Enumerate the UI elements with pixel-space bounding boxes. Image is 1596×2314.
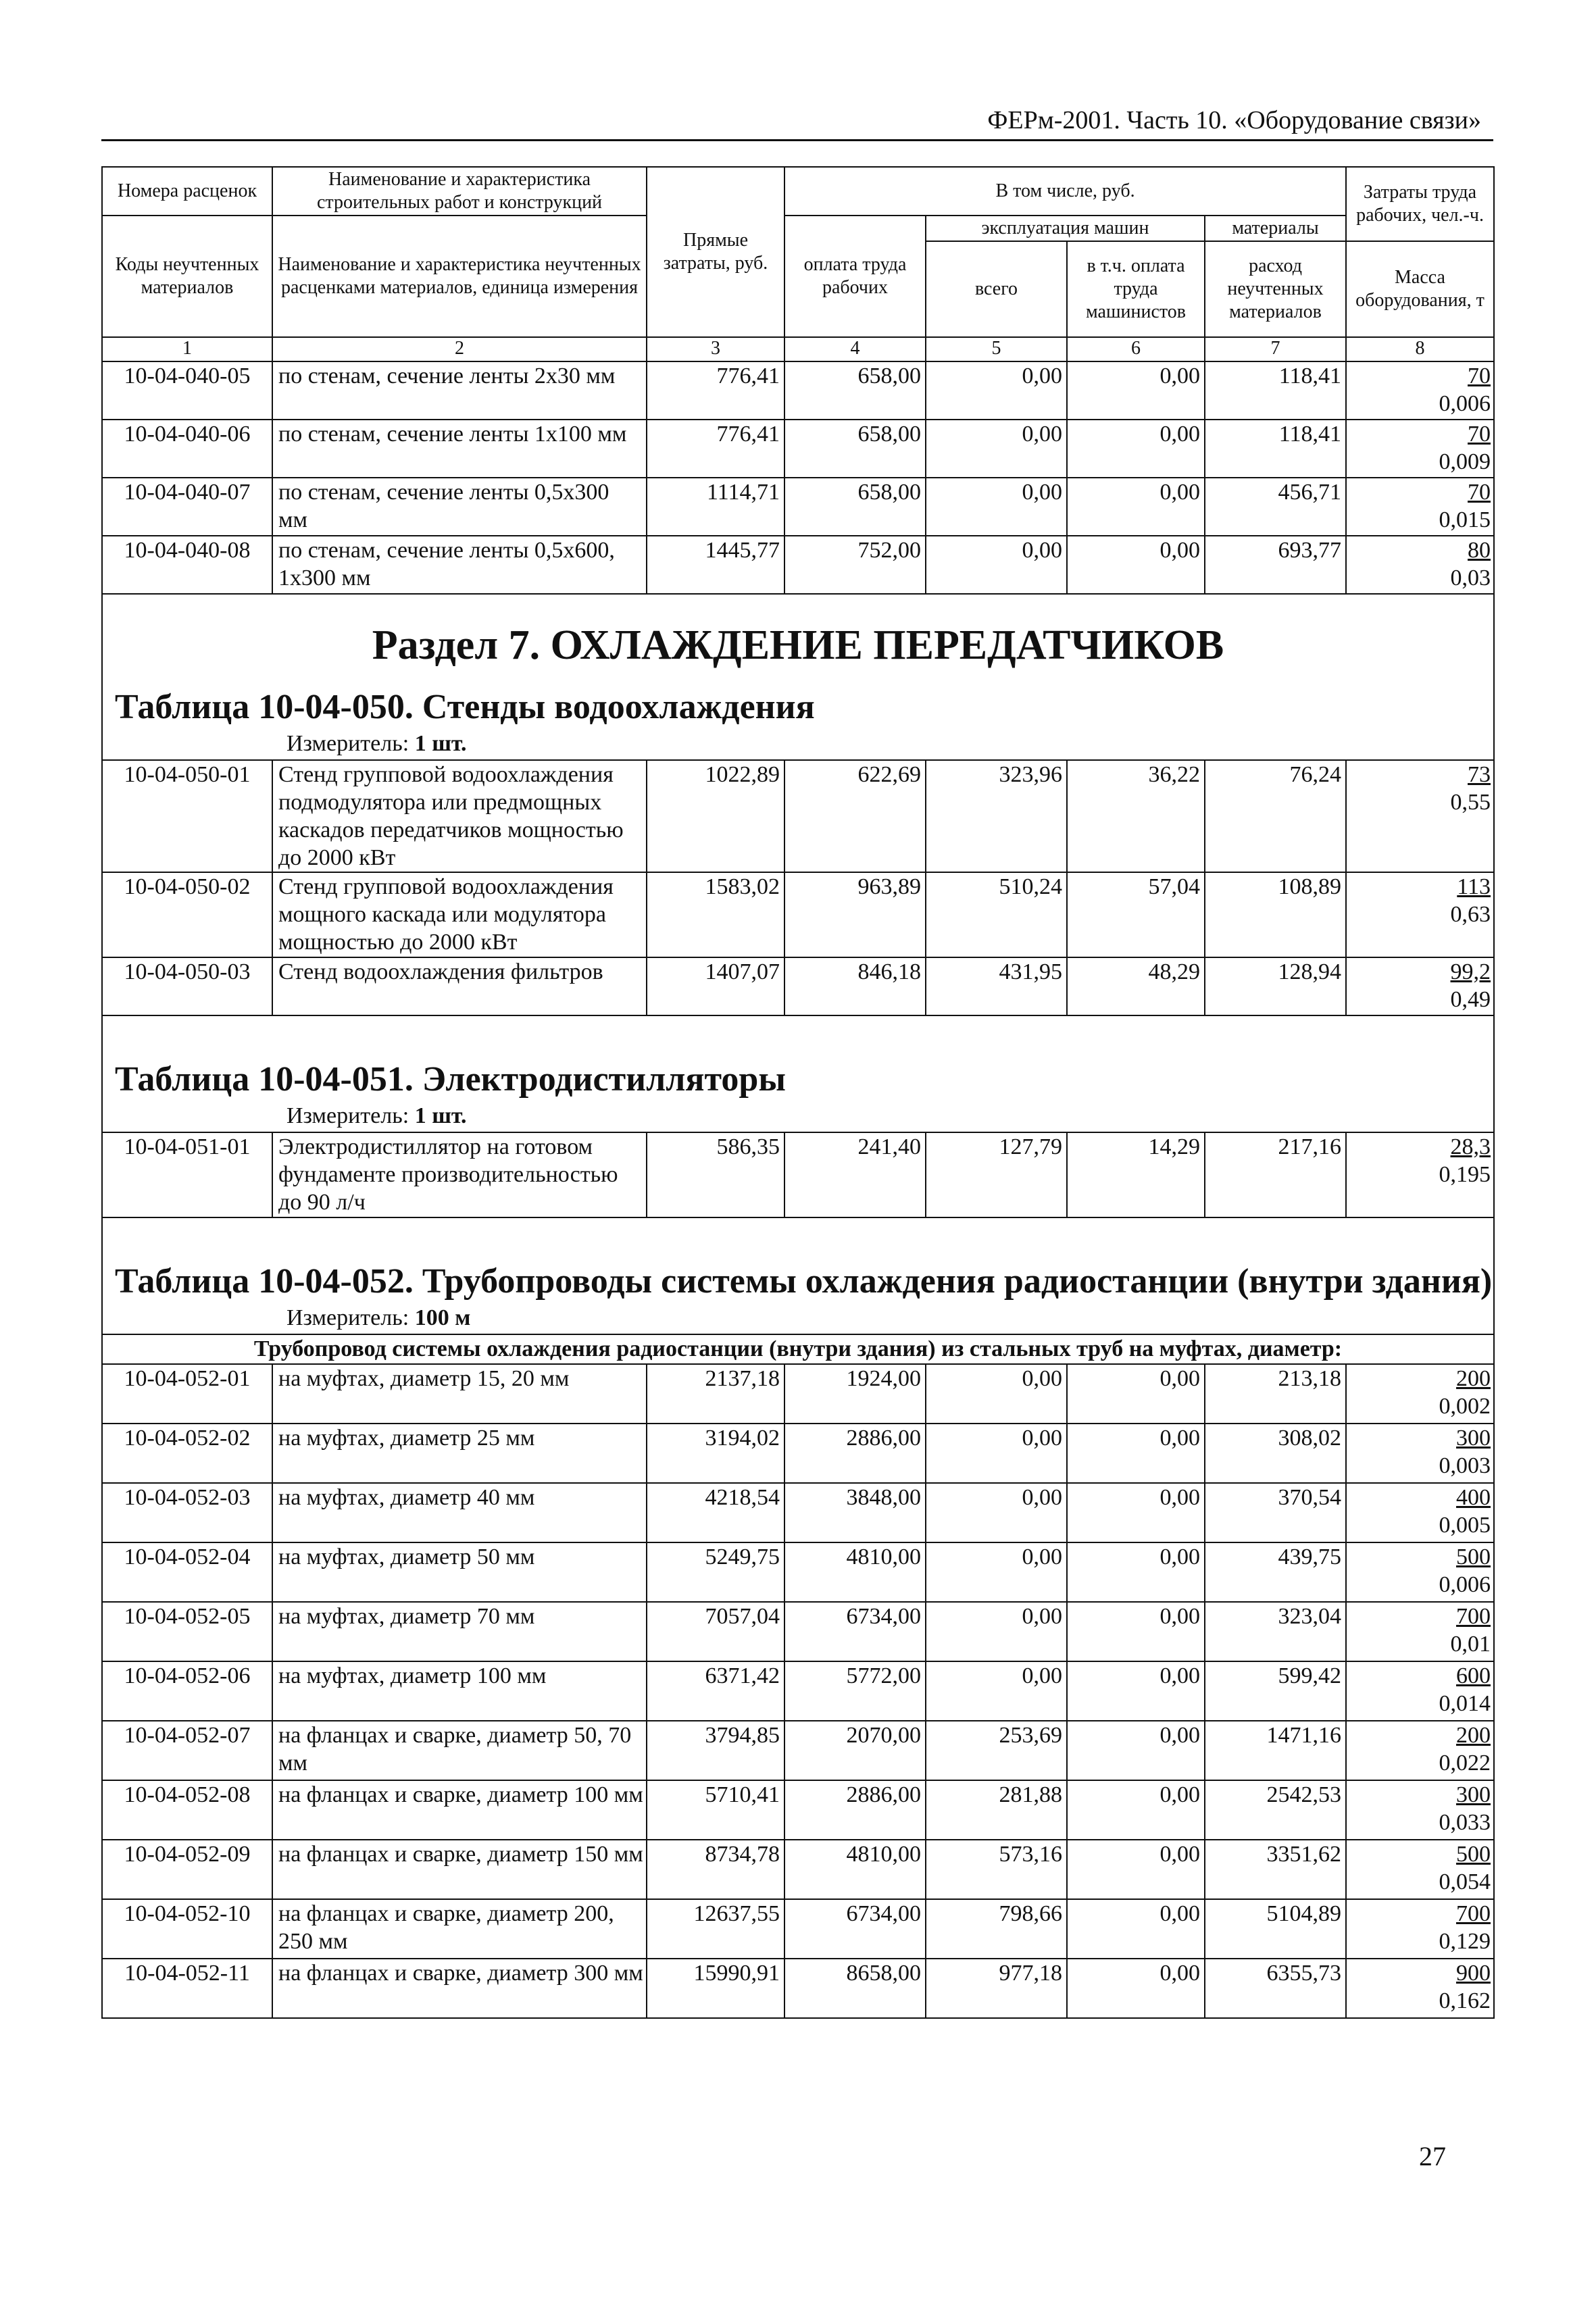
worker-pay: 5772,00 <box>784 1661 926 1721</box>
direct-costs: 7057,04 <box>647 1602 784 1661</box>
labor-hours: 200 <box>1456 1366 1491 1391</box>
operator-pay: 0,00 <box>1067 1721 1205 1780</box>
meter-value: 1 шт. <box>414 1103 467 1128</box>
rate-code: 10-04-052-07 <box>102 1721 272 1780</box>
work-name: на фланцах и сварке, диаметр 300 мм <box>272 1959 647 2018</box>
rates-table <box>101 166 1495 2019</box>
machines-total: 253,69 <box>926 1721 1067 1780</box>
labor-hours: 500 <box>1456 1544 1491 1569</box>
direct-costs: 5710,41 <box>647 1780 784 1840</box>
operator-pay: 0,00 <box>1067 1840 1205 1899</box>
operator-pay: 0,00 <box>1067 1483 1205 1542</box>
labor-and-mass <box>1346 1132 1494 1217</box>
machines-total: 127,79 <box>926 1132 1067 1217</box>
direct-costs: 3794,85 <box>647 1721 784 1780</box>
labor-hours: 28,3 <box>1450 1134 1491 1159</box>
column-number: 4 <box>784 337 926 361</box>
table-row <box>102 1132 1494 1217</box>
materials-cost: 118,41 <box>1205 361 1346 420</box>
labor-and-mass <box>1346 1364 1494 1424</box>
direct-costs: 586,35 <box>647 1132 784 1217</box>
operator-pay: 14,29 <box>1067 1132 1205 1217</box>
equipment-mass: 0,006 <box>1439 1572 1491 1597</box>
labor-hours: 400 <box>1456 1485 1491 1510</box>
column-number-row <box>102 337 1494 361</box>
work-name: на муфтах, диаметр 15, 20 мм <box>272 1364 647 1424</box>
table-row <box>102 536 1494 594</box>
worker-pay: 6734,00 <box>784 1602 926 1661</box>
direct-costs: 4218,54 <box>647 1483 784 1542</box>
work-name: на муфтах, диаметр 25 мм <box>272 1424 647 1483</box>
table-row <box>102 1424 1494 1483</box>
equipment-mass: 0,162 <box>1439 1988 1491 2013</box>
machines-total: 573,16 <box>926 1840 1067 1899</box>
worker-pay: 658,00 <box>784 478 926 536</box>
rate-code: 10-04-052-03 <box>102 1483 272 1542</box>
worker-pay: 658,00 <box>784 420 926 478</box>
direct-costs: 776,41 <box>647 420 784 478</box>
rate-code: 10-04-040-08 <box>102 536 272 594</box>
table-row <box>102 1483 1494 1542</box>
worker-pay: 6734,00 <box>784 1899 926 1959</box>
rate-code: 10-04-052-10 <box>102 1899 272 1959</box>
direct-costs: 1407,07 <box>647 957 784 1015</box>
rows-top <box>102 361 1494 594</box>
labor-and-mass <box>1346 1661 1494 1721</box>
equipment-mass: 0,015 <box>1439 507 1491 532</box>
table-row <box>102 957 1494 1015</box>
column-number: 7 <box>1205 337 1346 361</box>
work-name: на фланцах и сварке, диаметр 50, 70 мм <box>272 1721 647 1780</box>
operator-pay: 0,00 <box>1067 1780 1205 1840</box>
work-name: на фланцах и сварке, диаметр 100 мм <box>272 1780 647 1840</box>
labor-hours: 99,2 <box>1450 959 1491 984</box>
work-name: на муфтах, диаметр 40 мм <box>272 1483 647 1542</box>
labor-and-mass <box>1346 1899 1494 1959</box>
work-name: по стенам, сечение ленты 1х100 мм <box>272 420 647 478</box>
labor-and-mass <box>1346 478 1494 536</box>
meter-value: 1 шт. <box>414 731 467 756</box>
labor-hours: 300 <box>1456 1782 1491 1807</box>
labor-and-mass <box>1346 872 1494 957</box>
direct-costs: 1022,89 <box>647 760 784 872</box>
operator-pay: 0,00 <box>1067 478 1205 536</box>
work-name: Стенд групповой водоохлаждения мощного каскада или модулятора мощностью до 2000 кВт <box>272 872 647 957</box>
direct-costs: 1583,02 <box>647 872 784 957</box>
equipment-mass: 0,003 <box>1439 1453 1491 1478</box>
operator-pay: 0,00 <box>1067 1602 1205 1661</box>
labor-hours: 500 <box>1456 1842 1491 1867</box>
operator-pay: 0,00 <box>1067 420 1205 478</box>
materials-cost: 599,42 <box>1205 1661 1346 1721</box>
labor-hours: 600 <box>1456 1663 1491 1688</box>
labor-hours: 73 <box>1468 762 1491 787</box>
rate-code: 10-04-052-05 <box>102 1602 272 1661</box>
work-name: на фланцах и сварке, диаметр 150 мм <box>272 1840 647 1899</box>
header-including: В том числе, руб. <box>784 167 1346 216</box>
equipment-mass: 0,03 <box>1450 565 1491 590</box>
worker-pay: 2886,00 <box>784 1780 926 1840</box>
materials-cost: 693,77 <box>1205 536 1346 594</box>
direct-costs: 776,41 <box>647 361 784 420</box>
meter-value: 100 м <box>414 1305 471 1330</box>
labor-and-mass <box>1346 760 1494 872</box>
rate-code: 10-04-052-09 <box>102 1840 272 1899</box>
labor-and-mass <box>1346 1780 1494 1840</box>
labor-and-mass <box>1346 420 1494 478</box>
equipment-mass: 0,009 <box>1439 449 1491 474</box>
equipment-mass: 0,054 <box>1439 1869 1491 1894</box>
table-row <box>102 1959 1494 2018</box>
worker-pay: 1924,00 <box>784 1364 926 1424</box>
work-name: Стенд групповой водоохлаждения подмодулятора или предмощных каскадов передатчиков мощностью до 2000 кВт <box>272 760 647 872</box>
page-number: 27 <box>1419 2141 1446 2171</box>
rows-050 <box>102 760 1494 1015</box>
machines-total: 431,95 <box>926 957 1067 1015</box>
labor-hours: 300 <box>1456 1426 1491 1451</box>
direct-costs: 6371,42 <box>647 1661 784 1721</box>
machines-total: 281,88 <box>926 1780 1067 1840</box>
rows-051 <box>102 1132 1494 1217</box>
rate-code: 10-04-052-01 <box>102 1364 272 1424</box>
materials-cost: 217,16 <box>1205 1132 1346 1217</box>
worker-pay: 622,69 <box>784 760 926 872</box>
labor-and-mass <box>1346 1424 1494 1483</box>
direct-costs: 2137,18 <box>647 1364 784 1424</box>
table-051-meter <box>103 1103 1493 1132</box>
materials-cost: 439,75 <box>1205 1542 1346 1602</box>
table-050-meter <box>103 731 1493 759</box>
machines-total: 0,00 <box>926 1602 1067 1661</box>
equipment-mass: 0,005 <box>1439 1513 1491 1538</box>
header-rate-numbers: Номера расценок <box>102 167 272 216</box>
header-material-codes: Коды неучтенных материалов <box>102 216 272 337</box>
equipment-mass: 0,195 <box>1439 1162 1491 1187</box>
labor-hours: 113 <box>1457 874 1491 899</box>
labor-and-mass <box>1346 1542 1494 1602</box>
materials-cost: 5104,89 <box>1205 1899 1346 1959</box>
labor-hours: 900 <box>1456 1961 1491 1986</box>
operator-pay: 36,22 <box>1067 760 1205 872</box>
operator-pay: 0,00 <box>1067 1899 1205 1959</box>
table-row <box>102 361 1494 420</box>
machines-total: 510,24 <box>926 872 1067 957</box>
rate-code: 10-04-052-04 <box>102 1542 272 1602</box>
rate-code: 10-04-052-02 <box>102 1424 272 1483</box>
rate-code: 10-04-040-07 <box>102 478 272 536</box>
running-head: ФЕРм-2001. Часть 10. «Оборудование связи» <box>987 106 1481 134</box>
work-name: на муфтах, диаметр 70 мм <box>272 1602 647 1661</box>
header-work-name: Наименование и характеристика строительных работ и конструкций <box>272 167 647 216</box>
worker-pay: 8658,00 <box>784 1959 926 2018</box>
machines-total: 0,00 <box>926 1661 1067 1721</box>
equipment-mass: 0,129 <box>1439 1929 1491 1954</box>
direct-costs: 12637,55 <box>647 1899 784 1959</box>
header-worker-pay: оплата труда рабочих <box>784 216 926 337</box>
operator-pay: 0,00 <box>1067 1364 1205 1424</box>
direct-costs: 5249,75 <box>647 1542 784 1602</box>
worker-pay: 846,18 <box>784 957 926 1015</box>
meter-label: Измеритель: <box>286 1103 409 1128</box>
operator-pay: 0,00 <box>1067 1542 1205 1602</box>
table-051-title: Таблица 10-04-051. Электродистилляторы <box>115 1060 786 1099</box>
materials-cost: 308,02 <box>1205 1424 1346 1483</box>
header-materials: материалы <box>1205 216 1346 241</box>
header-unaccounted-materials: расход неучтенных материалов <box>1205 241 1346 337</box>
table-050-title: Таблица 10-04-050. Стенды водоохлаждения <box>115 688 815 726</box>
rate-code: 10-04-051-01 <box>102 1132 272 1217</box>
header-operator-pay: в т.ч. оплата труда машинистов <box>1067 241 1205 337</box>
materials-cost: 370,54 <box>1205 1483 1346 1542</box>
direct-costs: 1114,71 <box>647 478 784 536</box>
work-name: на муфтах, диаметр 50 мм <box>272 1542 647 1602</box>
operator-pay: 0,00 <box>1067 536 1205 594</box>
table-row <box>102 760 1494 872</box>
worker-pay: 2886,00 <box>784 1424 926 1483</box>
machines-total: 0,00 <box>926 420 1067 478</box>
equipment-mass: 0,01 <box>1450 1632 1491 1657</box>
worker-pay: 2070,00 <box>784 1721 926 1780</box>
equipment-mass: 0,033 <box>1439 1810 1491 1835</box>
work-name: на фланцах и сварке, диаметр 200, 250 мм <box>272 1899 647 1959</box>
column-number: 8 <box>1346 337 1494 361</box>
machines-total: 0,00 <box>926 478 1067 536</box>
equipment-mass: 0,002 <box>1439 1394 1491 1419</box>
machines-total: 977,18 <box>926 1959 1067 2018</box>
materials-cost: 2542,53 <box>1205 1780 1346 1840</box>
column-number: 3 <box>647 337 784 361</box>
table-row <box>102 1602 1494 1661</box>
labor-and-mass <box>1346 1483 1494 1542</box>
operator-pay: 0,00 <box>1067 1661 1205 1721</box>
direct-costs: 15990,91 <box>647 1959 784 2018</box>
table-row <box>102 1721 1494 1780</box>
header-machine-operation: эксплуатация машин <box>926 216 1205 241</box>
operator-pay: 0,00 <box>1067 361 1205 420</box>
rates-table-frame <box>101 166 1493 2013</box>
materials-cost: 1471,16 <box>1205 1721 1346 1780</box>
column-number: 1 <box>102 337 272 361</box>
labor-hours: 200 <box>1456 1723 1491 1748</box>
column-number: 5 <box>926 337 1067 361</box>
equipment-mass: 0,014 <box>1439 1691 1491 1716</box>
direct-costs: 1445,77 <box>647 536 784 594</box>
labor-hours: 70 <box>1468 422 1491 447</box>
labor-and-mass <box>1346 536 1494 594</box>
equipment-mass: 0,55 <box>1450 790 1491 815</box>
machines-total: 0,00 <box>926 1542 1067 1602</box>
materials-cost: 118,41 <box>1205 420 1346 478</box>
machines-total: 0,00 <box>926 1364 1067 1424</box>
labor-and-mass <box>1346 1840 1494 1899</box>
section-title: Раздел 7. ОХЛАЖДЕНИЕ ПЕРЕДАТЧИКОВ <box>372 622 1224 668</box>
table-row <box>102 1364 1494 1424</box>
table-row <box>102 420 1494 478</box>
labor-and-mass <box>1346 1959 1494 2018</box>
table-row <box>102 1840 1494 1899</box>
rows-052 <box>102 1364 1494 2018</box>
materials-cost: 76,24 <box>1205 760 1346 872</box>
rate-code: 10-04-040-06 <box>102 420 272 478</box>
operator-pay: 48,29 <box>1067 957 1205 1015</box>
machines-total: 0,00 <box>926 1424 1067 1483</box>
header-machines-total: всего <box>926 241 1067 337</box>
labor-hours: 700 <box>1456 1901 1491 1926</box>
section-7 <box>102 594 1494 760</box>
worker-pay: 963,89 <box>784 872 926 957</box>
table-052-meter <box>103 1305 1493 1334</box>
rate-code: 10-04-052-06 <box>102 1661 272 1721</box>
rate-code: 10-04-050-01 <box>102 760 272 872</box>
table-row <box>102 478 1494 536</box>
work-name: по стенам, сечение ленты 2х30 мм <box>272 361 647 420</box>
labor-and-mass <box>1346 957 1494 1015</box>
worker-pay: 3848,00 <box>784 1483 926 1542</box>
labor-and-mass <box>1346 1602 1494 1661</box>
machines-total: 798,66 <box>926 1899 1067 1959</box>
operator-pay: 0,00 <box>1067 1424 1205 1483</box>
header-rule <box>101 139 1493 141</box>
header-material-name: Наименование и характеристика неучтенных расценками материалов, единица измерения <box>272 216 647 337</box>
table-row <box>102 1899 1494 1959</box>
materials-cost: 108,89 <box>1205 872 1346 957</box>
worker-pay: 752,00 <box>784 536 926 594</box>
materials-cost: 213,18 <box>1205 1364 1346 1424</box>
labor-hours: 700 <box>1456 1604 1491 1629</box>
labor-and-mass <box>1346 361 1494 420</box>
worker-pay: 658,00 <box>784 361 926 420</box>
table-052-band: Трубопровод системы охлаждения радиостанции (внутри здания) из стальных труб на муфтах, диаметр: <box>102 1334 1494 1364</box>
meter-label: Измеритель: <box>286 731 409 756</box>
work-name: по стенам, сечение ленты 0,5х600, 1х300 мм <box>272 536 647 594</box>
rate-code: 10-04-052-08 <box>102 1780 272 1840</box>
header-labor-hours: Затраты труда рабочих, чел.-ч. <box>1346 167 1494 241</box>
worker-pay: 4810,00 <box>784 1542 926 1602</box>
table-row <box>102 1780 1494 1840</box>
labor-and-mass <box>1346 1721 1494 1780</box>
labor-hours: 70 <box>1468 480 1491 505</box>
materials-cost: 128,94 <box>1205 957 1346 1015</box>
table-052-title: Таблица 10-04-052. Трубопроводы системы охлаждения радиостанции (внутри здания) <box>115 1262 1493 1301</box>
meter-label: Измеритель: <box>286 1305 409 1330</box>
equipment-mass: 0,006 <box>1439 391 1491 416</box>
machines-total: 323,96 <box>926 760 1067 872</box>
equipment-mass: 0,022 <box>1439 1751 1491 1776</box>
operator-pay: 0,00 <box>1067 1959 1205 2018</box>
machines-total: 0,00 <box>926 536 1067 594</box>
materials-cost: 456,71 <box>1205 478 1346 536</box>
direct-costs: 3194,02 <box>647 1424 784 1483</box>
table-row <box>102 1661 1494 1721</box>
labor-hours: 70 <box>1468 363 1491 388</box>
work-name: на муфтах, диаметр 100 мм <box>272 1661 647 1721</box>
materials-cost: 6355,73 <box>1205 1959 1346 2018</box>
table-row <box>102 872 1494 957</box>
header-equipment-mass: Масса оборудования, т <box>1346 241 1494 337</box>
work-name: по стенам, сечение ленты 0,5х300 мм <box>272 478 647 536</box>
header-direct-costs: Прямые затраты, руб. <box>647 167 784 337</box>
machines-total: 0,00 <box>926 1483 1067 1542</box>
worker-pay: 4810,00 <box>784 1840 926 1899</box>
equipment-mass: 0,63 <box>1450 902 1491 927</box>
materials-cost: 323,04 <box>1205 1602 1346 1661</box>
column-number: 6 <box>1067 337 1205 361</box>
equipment-mass: 0,49 <box>1450 987 1491 1012</box>
machines-total: 0,00 <box>926 361 1067 420</box>
work-name: Электродистиллятор на готовом фундаменте производительностью до 90 л/ч <box>272 1132 647 1217</box>
rate-code: 10-04-040-05 <box>102 361 272 420</box>
worker-pay: 241,40 <box>784 1132 926 1217</box>
table-row <box>102 1542 1494 1602</box>
column-number: 2 <box>272 337 647 361</box>
materials-cost: 3351,62 <box>1205 1840 1346 1899</box>
operator-pay: 57,04 <box>1067 872 1205 957</box>
rate-code: 10-04-050-03 <box>102 957 272 1015</box>
direct-costs: 8734,78 <box>647 1840 784 1899</box>
rate-code: 10-04-052-11 <box>102 1959 272 2018</box>
work-name: Стенд водоохлаждения фильтров <box>272 957 647 1015</box>
labor-hours: 80 <box>1468 538 1491 563</box>
rate-code: 10-04-050-02 <box>102 872 272 957</box>
